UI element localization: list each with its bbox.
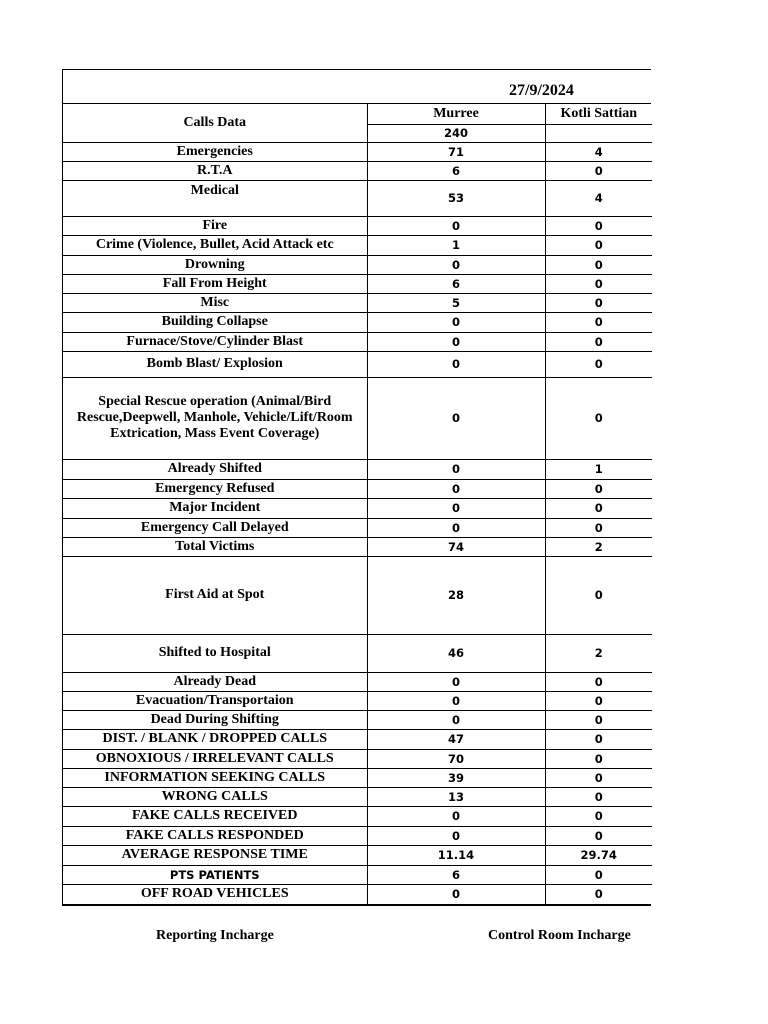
- kotli-sattian-value: 0: [545, 768, 652, 787]
- kotli-sattian-value: 0: [545, 806, 652, 826]
- row-label: Evacuation/Transportaion: [63, 691, 367, 710]
- kotli-sattian-value: 0: [545, 274, 652, 293]
- row-label: Misc: [63, 293, 367, 312]
- kotli-sattian-value: 0: [545, 377, 652, 459]
- murree-value: 1: [367, 235, 545, 255]
- table-row: [63, 826, 652, 845]
- table-row: [63, 351, 652, 377]
- murree-value: 71: [367, 142, 545, 161]
- control-room-incharge-label: Control Room Incharge: [488, 928, 631, 943]
- table-row: [63, 235, 652, 255]
- table-row: [63, 479, 652, 498]
- column-header-kotli-sattian: Kotli Sattian: [545, 104, 652, 124]
- table-row: [63, 710, 652, 729]
- murree-value: 0: [367, 351, 545, 377]
- kotli-sattian-value: 4: [545, 142, 652, 161]
- murree-value: 46: [367, 634, 545, 672]
- kotli-sattian-value: 0: [545, 332, 652, 351]
- total-calls-kotli: [545, 124, 652, 142]
- table-row: [63, 216, 652, 235]
- row-label: FAKE CALLS RESPONDED: [63, 826, 367, 845]
- row-label: Total Victims: [63, 537, 367, 556]
- murree-value: 0: [367, 498, 545, 518]
- murree-value: 0: [367, 479, 545, 498]
- murree-value: 0: [367, 332, 545, 351]
- row-label: Already Dead: [63, 672, 367, 691]
- murree-value: 0: [367, 710, 545, 729]
- murree-value: 6: [367, 161, 545, 180]
- kotli-sattian-value: 0: [545, 479, 652, 498]
- kotli-sattian-value: 0: [545, 351, 652, 377]
- kotli-sattian-value: 1: [545, 459, 652, 479]
- reporting-incharge-label: Reporting Incharge: [156, 928, 274, 943]
- calls-data-label: Calls Data: [63, 104, 367, 142]
- murree-value: 70: [367, 749, 545, 768]
- row-label: Bomb Blast/ Explosion: [63, 351, 367, 377]
- row-label: Furnace/Stove/Cylinder Blast: [63, 332, 367, 351]
- murree-value: 39: [367, 768, 545, 787]
- table-row: [63, 768, 652, 787]
- row-label: Crime (Violence, Bullet, Acid Attack etc: [63, 235, 367, 255]
- kotli-sattian-value: 0: [545, 672, 652, 691]
- row-label: Dead During Shifting: [63, 710, 367, 729]
- table-row: [63, 274, 652, 293]
- table-row: [63, 845, 652, 865]
- kotli-sattian-value: 0: [545, 498, 652, 518]
- kotli-sattian-value: 0: [545, 255, 652, 274]
- kotli-sattian-value: 0: [545, 161, 652, 180]
- murree-value: 47: [367, 729, 545, 749]
- murree-value: 53: [367, 180, 545, 216]
- murree-value: 0: [367, 518, 545, 537]
- table-row: [63, 518, 652, 537]
- murree-value: 0: [367, 826, 545, 845]
- table-row: [63, 672, 652, 691]
- row-label: OBNOXIOUS / IRRELEVANT CALLS: [63, 749, 367, 768]
- murree-value: 5: [367, 293, 545, 312]
- table-row: [63, 749, 652, 768]
- murree-value: 0: [367, 691, 545, 710]
- calls-data-table: [63, 104, 652, 904]
- murree-value: 13: [367, 787, 545, 806]
- murree-value: 6: [367, 274, 545, 293]
- kotli-sattian-value: 2: [545, 537, 652, 556]
- kotli-sattian-value: 0: [545, 312, 652, 332]
- table-row: [63, 293, 652, 312]
- kotli-sattian-value: 0: [545, 787, 652, 806]
- murree-value: 0: [367, 377, 545, 459]
- table-row: [63, 556, 652, 634]
- kotli-sattian-value: 0: [545, 556, 652, 634]
- murree-value: 11.14: [367, 845, 545, 865]
- column-header-murree: Murree: [367, 104, 545, 124]
- murree-value: 0: [367, 312, 545, 332]
- row-label: Building Collapse: [63, 312, 367, 332]
- row-label: First Aid at Spot: [63, 556, 367, 634]
- table-row: [63, 180, 652, 216]
- murree-value: 6: [367, 865, 545, 884]
- table-row: [63, 787, 652, 806]
- row-label: INFORMATION SEEKING CALLS: [63, 768, 367, 787]
- table-row: [63, 884, 652, 904]
- kotli-sattian-value: 0: [545, 729, 652, 749]
- kotli-sattian-value: 29.74: [545, 845, 652, 865]
- kotli-sattian-value: 0: [545, 691, 652, 710]
- total-calls-murree: 240: [367, 124, 545, 142]
- table-row: [63, 634, 652, 672]
- row-label: Shifted to Hospital: [63, 634, 367, 672]
- murree-value: 0: [367, 216, 545, 235]
- kotli-sattian-value: 0: [545, 710, 652, 729]
- kotli-sattian-value: 2: [545, 634, 652, 672]
- row-label: Emergency Call Delayed: [63, 518, 367, 537]
- table-row: [63, 806, 652, 826]
- table-row: [63, 498, 652, 518]
- murree-value: 0: [367, 255, 545, 274]
- row-label: OFF ROAD VEHICLES: [63, 884, 367, 904]
- kotli-sattian-value: 0: [545, 865, 652, 884]
- kotli-sattian-value: 0: [545, 749, 652, 768]
- row-label: AVERAGE RESPONSE TIME: [63, 845, 367, 865]
- row-label: Fall From Height: [63, 274, 367, 293]
- row-label: Already Shifted: [63, 459, 367, 479]
- table-row: [63, 377, 652, 459]
- header-row: [63, 104, 652, 124]
- row-label: Special Rescue operation (Animal/Bird Rescue,Deepwell, Manhole, Vehicle/Lift/Room Extrication, Mass Event Coverage): [63, 377, 367, 459]
- table-row: [63, 312, 652, 332]
- kotli-sattian-value: 0: [545, 293, 652, 312]
- murree-value: 0: [367, 884, 545, 904]
- table-row: [63, 255, 652, 274]
- table-row: [63, 332, 652, 351]
- row-label: Major Incident: [63, 498, 367, 518]
- table-row: [63, 729, 652, 749]
- table-row: [63, 691, 652, 710]
- calls-report-sheet: [62, 69, 651, 906]
- table-row: [63, 142, 652, 161]
- kotli-sattian-value: 4: [545, 180, 652, 216]
- row-label: Drowning: [63, 255, 367, 274]
- murree-value: 0: [367, 672, 545, 691]
- table-row: [63, 537, 652, 556]
- row-label: R.T.A: [63, 161, 367, 180]
- report-date: 27/9/2024: [509, 82, 574, 99]
- kotli-sattian-value: 0: [545, 518, 652, 537]
- kotli-sattian-value: 0: [545, 826, 652, 845]
- date-header-row: [63, 70, 651, 104]
- kotli-sattian-value: 0: [545, 235, 652, 255]
- row-label: Emergency Refused: [63, 479, 367, 498]
- murree-value: 28: [367, 556, 545, 634]
- row-label: Fire: [63, 216, 367, 235]
- table-row: [63, 161, 652, 180]
- kotli-sattian-value: 0: [594, 887, 603, 902]
- row-label: Medical: [63, 180, 367, 216]
- kotli-sattian-value: 0: [545, 216, 652, 235]
- row-label: DIST. / BLANK / DROPPED CALLS: [63, 729, 367, 749]
- table-row: [63, 865, 652, 884]
- murree-value: 0: [367, 459, 545, 479]
- row-label: WRONG CALLS: [63, 787, 367, 806]
- row-label: Emergencies: [63, 142, 367, 161]
- table-row: [63, 459, 652, 479]
- row-label: FAKE CALLS RECEIVED: [63, 806, 367, 826]
- row-label: PTS PATIENTS: [63, 865, 367, 884]
- murree-value: 0: [367, 806, 545, 826]
- murree-value: 74: [367, 537, 545, 556]
